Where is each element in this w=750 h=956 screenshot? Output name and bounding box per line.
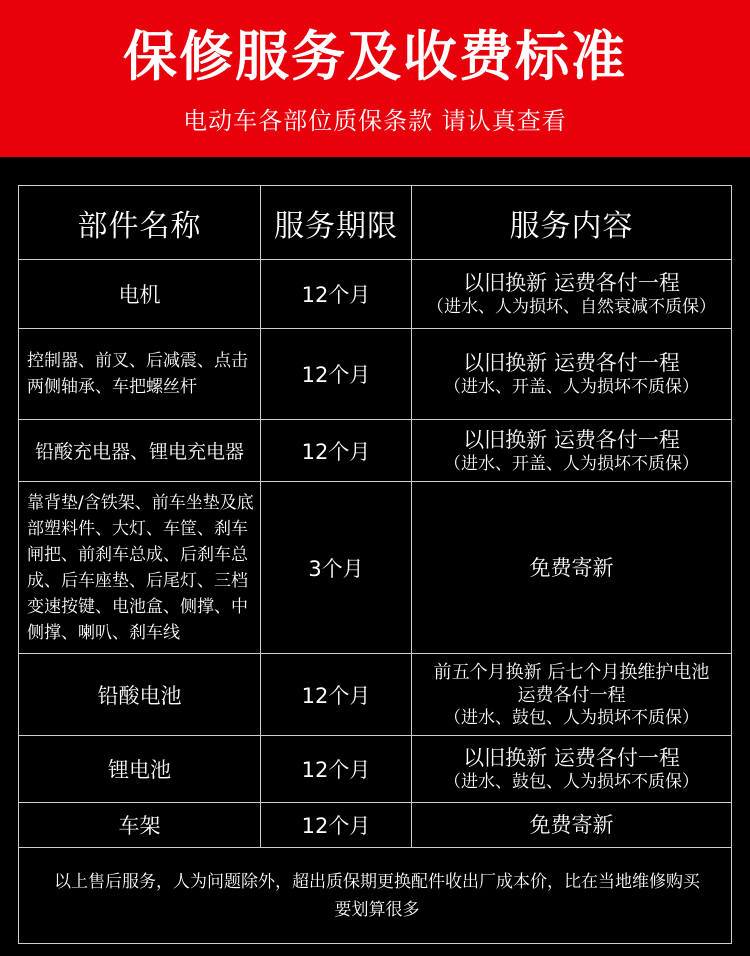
content-cell [412, 654, 732, 736]
table-row [19, 654, 732, 736]
footer-note: 以上售后服务，人为问题除外，超出质保期更换配件收出厂成本价，比在当地维修购买要划算很多 [19, 848, 732, 944]
table-footer-row [19, 848, 732, 944]
period-cell: 12个月 [261, 260, 412, 329]
table-row [19, 482, 732, 654]
content-note: （进水、开盖、人为损坏不质保） [444, 377, 699, 397]
period-cell: 12个月 [261, 736, 412, 803]
table-row [19, 329, 732, 420]
table-row [19, 736, 732, 803]
content-note: （进水、人为损坏、自然衰减不质保） [427, 297, 716, 317]
part-cell: 电机 [19, 260, 261, 329]
period-cell: 12个月 [261, 654, 412, 736]
content-cell [412, 420, 732, 482]
content-main: 以旧换新 运费各付一程 [463, 271, 680, 295]
content-main: 免费寄新 [529, 555, 614, 580]
part-cell: 铅酸充电器、锂电充电器 [19, 420, 261, 482]
content-main: 免费寄新 [529, 813, 614, 837]
table-row [19, 420, 732, 482]
period-cell: 12个月 [261, 803, 412, 848]
column-header-part: 部件名称 [19, 186, 261, 260]
content-main: 以旧换新 运费各付一程 [463, 746, 680, 770]
page-title: 保修服务及收费标准 [123, 25, 627, 88]
page-subtitle: 电动车各部位质保条款 请认真查看 [183, 107, 567, 135]
content-main: 以旧换新 运费各付一程 [463, 351, 680, 375]
content-note: （进水、开盖、人为损坏不质保） [444, 453, 699, 474]
period-cell: 3个月 [261, 482, 412, 654]
content-line-1: 前五个月换新 后七个月换维护电池 [433, 661, 710, 683]
content-cell [412, 482, 732, 654]
part-cell: 控制器、前叉、后减震、点击两侧轴承、车把螺丝杆 [19, 329, 261, 420]
part-cell: 靠背垫/含铁架、前车坐垫及底部塑料件、大灯、车筐、刹车闸把、前刹车总成、后刹车总成、后车座垫、后尾灯、三档变速按键、电池盒、侧撑、中侧撑、喇叭、刹车线 [19, 482, 261, 654]
header-banner [0, 0, 750, 157]
period-cell: 12个月 [261, 329, 412, 420]
column-header-content: 服务内容 [412, 186, 732, 260]
content-note: （进水、鼓包、人为损坏不质保） [444, 707, 699, 728]
content-cell [412, 803, 732, 848]
content-cell [412, 736, 732, 803]
table-row [19, 803, 732, 848]
table-header-row [19, 186, 732, 260]
warranty-table [18, 185, 732, 944]
column-header-period: 服务期限 [261, 186, 412, 260]
period-cell: 12个月 [261, 420, 412, 482]
table-row [19, 260, 732, 329]
content-cell [412, 329, 732, 420]
part-cell: 铅酸电池 [19, 654, 261, 736]
content-line-2: 运费各付一程 [517, 684, 626, 706]
content-main: 以旧换新 运费各付一程 [463, 427, 680, 452]
content-cell [412, 260, 732, 329]
part-cell: 锂电池 [19, 736, 261, 803]
part-cell: 车架 [19, 803, 261, 848]
content-note: （进水、鼓包、人为损坏不质保） [444, 772, 699, 792]
